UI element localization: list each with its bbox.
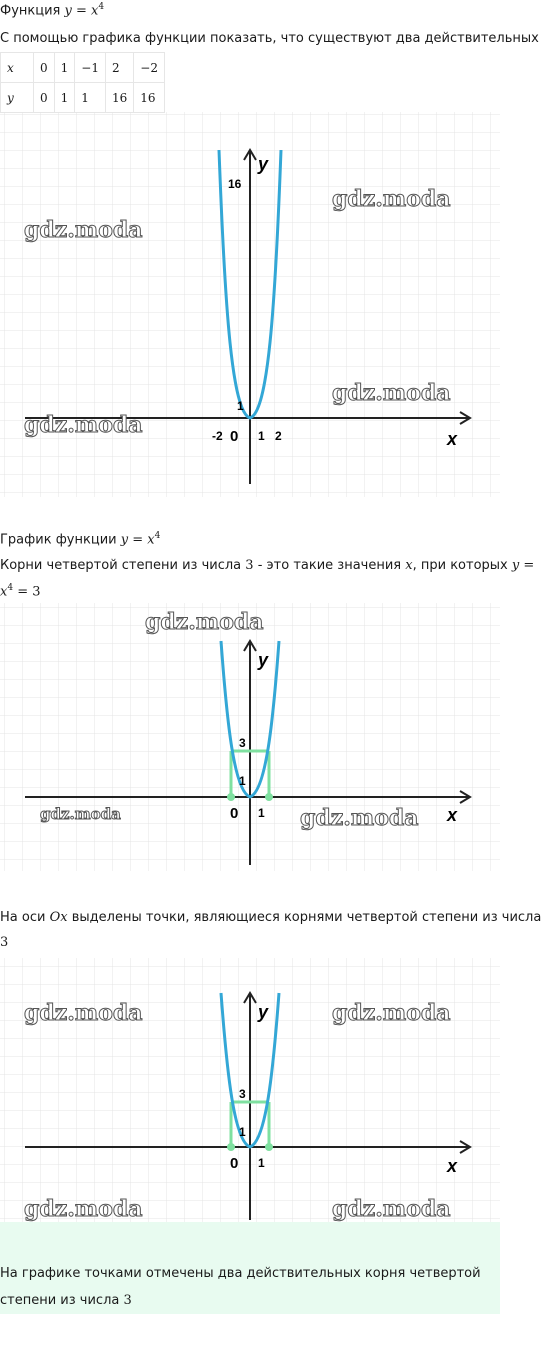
roots-equation: $x^4 = 3$	[0, 583, 41, 600]
watermark: gdz.moda	[332, 1000, 451, 1026]
conclusion-callout	[0, 1222, 500, 1314]
origin-label: 0	[230, 805, 239, 822]
tick-label-1: 1	[239, 1125, 246, 1139]
x-axis-label: x	[447, 805, 458, 825]
watermark: gdz.moda	[24, 1196, 143, 1222]
table-row: x 0 1 −1 2 −2	[1, 53, 165, 83]
tick-label-1: 1	[237, 399, 244, 413]
graph-x4-roots	[0, 958, 500, 1223]
roots-definition: Корни четвертой степени из числа 3 - это такие значения x, при которых y =	[0, 558, 535, 573]
tick-label-x2: 2	[275, 429, 282, 443]
root-point-positive	[265, 793, 273, 801]
tick-label-x1: 1	[258, 806, 265, 820]
tick-label-minus-2: -2	[212, 429, 223, 443]
values-table	[0, 52, 165, 113]
conclusion-line-1: На графике точками отмечены два действительных корня четвертой	[0, 1266, 481, 1281]
tick-label-1: 1	[239, 774, 246, 788]
watermark: gdz.moda	[145, 609, 264, 635]
watermark: gdz.moda	[332, 380, 451, 406]
y-axis-label: y	[258, 1002, 269, 1022]
root-point-negative	[227, 1143, 235, 1151]
watermark: gdz.moda	[24, 217, 143, 243]
graph-x4-full	[0, 112, 500, 497]
watermark: gdz.moda	[24, 1000, 143, 1026]
watermark: gdz.moda	[40, 805, 121, 823]
origin-label: 0	[230, 1155, 239, 1172]
watermark: gdz.moda	[24, 412, 143, 438]
problem-title: Функция $y = x^4$	[0, 2, 105, 19]
task-text: С помощью графика функции показать, что существуют два действительных	[0, 31, 539, 46]
tick-label-3: 3	[239, 1087, 246, 1101]
x-axis-label: x	[447, 1156, 458, 1176]
roots-highlight-number: 3	[0, 935, 9, 950]
y-axis-label: y	[258, 650, 269, 670]
roots-highlight-note: На оси Ox выделены точки, являющиеся корнями четвертой степени из числа	[0, 910, 541, 925]
y-axis-label: y	[258, 154, 269, 174]
watermark: gdz.moda	[332, 186, 451, 212]
x-axis-label: x	[447, 429, 458, 449]
origin-label: 0	[230, 428, 239, 445]
watermark: gdz.moda	[332, 1196, 451, 1222]
tick-label-16: 16	[228, 177, 242, 191]
watermark: gdz.moda	[300, 805, 419, 831]
graph-caption: График функции $y = x^4$	[0, 531, 161, 548]
tick-label-3: 3	[239, 736, 246, 750]
table-row: y 0 1 1 16 16	[1, 83, 165, 113]
root-point-positive	[265, 1143, 273, 1151]
root-point-negative	[227, 793, 235, 801]
graph-x4-level-3	[0, 603, 500, 871]
tick-label-x1: 1	[258, 1156, 265, 1170]
conclusion-line-2: степени из числа 3	[0, 1293, 132, 1308]
tick-label-x1: 1	[258, 429, 265, 443]
